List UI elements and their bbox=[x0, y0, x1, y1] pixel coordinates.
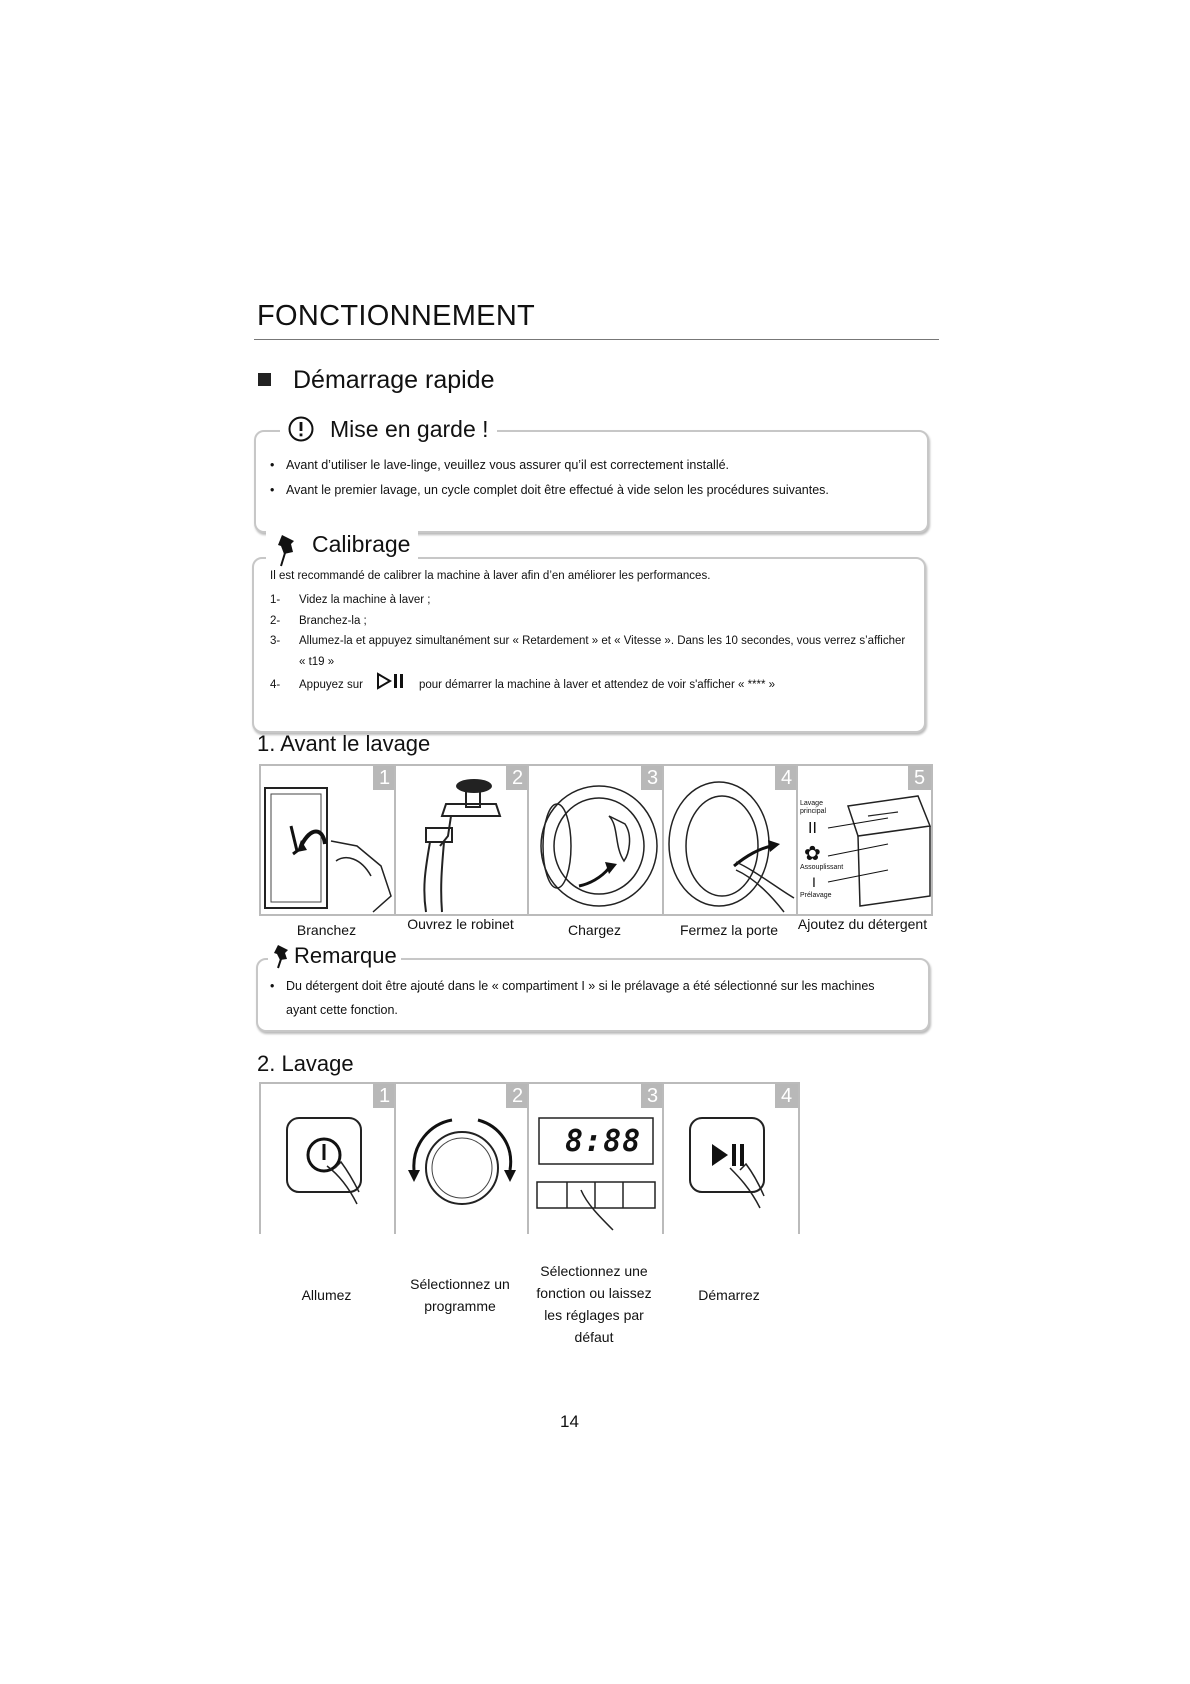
calibration-step: 4- Appuyez sur pour démarrer la machine à laver et attendez de voir s'afficher « **** » bbox=[270, 672, 930, 698]
step-caption: Branchez bbox=[296, 922, 357, 938]
drawer-label-softener: Assouplissant bbox=[800, 864, 844, 871]
before-wash-step-5 bbox=[796, 764, 933, 916]
before-wash-step-3 bbox=[527, 764, 666, 916]
calibration-step: « t19 » bbox=[299, 655, 335, 668]
drawer-label-main: Lavage principal bbox=[800, 800, 827, 815]
wash-step-3 bbox=[527, 1082, 666, 1234]
calibration-step: 1- Videz la machine à laver ; bbox=[270, 594, 431, 606]
before-wash-step-4 bbox=[662, 764, 800, 916]
step-caption: Allumez bbox=[301, 1287, 352, 1303]
step-caption: Ajoutez du détergent bbox=[797, 916, 928, 932]
pushpin-icon bbox=[272, 943, 294, 969]
warning-item: • Avant d’utiliser le lave-linge, veuillez vous assurer qu’il est correctement installé. bbox=[270, 453, 910, 478]
step-number: 3 bbox=[641, 1084, 664, 1108]
wash-step-1 bbox=[259, 1082, 398, 1234]
drawer-mark-main: II bbox=[808, 820, 817, 837]
quick-start-title: Démarrage rapide bbox=[293, 366, 495, 394]
warning-title-block bbox=[280, 410, 497, 448]
note-item: • Du détergent doit être ajouté dans le « compartiment I » si le prélavage a été sélectionné sur les machines ayant cette fonction. bbox=[270, 974, 908, 1022]
calibration-steps bbox=[270, 590, 930, 698]
warning-title: Mise en garde ! bbox=[330, 415, 489, 442]
step-caption: Démarrez bbox=[698, 1287, 760, 1303]
wash-step-2 bbox=[394, 1082, 531, 1234]
step-number: 1 bbox=[373, 1084, 396, 1108]
warning-item: • Avant le premier lavage, un cycle complet doit être effectué à vide selon les procédures suivantes. bbox=[270, 478, 910, 503]
page-number: 14 bbox=[560, 1412, 579, 1431]
before-wash-step-2 bbox=[394, 764, 531, 916]
drawer-label-prewash: Prélavage bbox=[800, 892, 832, 899]
step-number: 5 bbox=[908, 766, 931, 790]
step-number: 2 bbox=[506, 1084, 529, 1108]
square-bullet-icon bbox=[258, 373, 271, 386]
warning-icon bbox=[288, 416, 314, 442]
wash-heading: 2. Lavage bbox=[257, 1051, 354, 1076]
calibration-step: 3- Allumez-la et appuyez simultanément sur « Retardement » et « Vitesse ». Dans les 10 secondes, vous verrez s’afficher bbox=[270, 635, 906, 647]
step-caption: Chargez bbox=[568, 922, 621, 938]
step-caption: Sélectionnez une fonction ou laissez les réglages par défaut bbox=[536, 1263, 652, 1345]
calibration-intro: Il est recommandé de calibrer la machine à laver afin d’en améliorer les performances. bbox=[270, 570, 711, 582]
step-number: 3 bbox=[641, 766, 664, 790]
warning-list bbox=[270, 453, 910, 503]
step-caption: Ouvrez le robinet bbox=[407, 916, 514, 932]
before-wash-step-1 bbox=[259, 764, 398, 916]
title-divider bbox=[254, 339, 939, 340]
note-title: Remarque bbox=[294, 943, 397, 968]
step-number: 4 bbox=[775, 1084, 798, 1108]
display-readout: 8:88 bbox=[565, 1124, 642, 1159]
step-number: 4 bbox=[775, 766, 798, 790]
step-caption: Sélectionnez un programme bbox=[410, 1276, 510, 1314]
start-pause-icon bbox=[363, 672, 419, 698]
pushpin-icon bbox=[274, 532, 302, 568]
note-title-block bbox=[268, 940, 401, 972]
page-title: FONCTIONNEMENT bbox=[257, 300, 536, 332]
before-wash-heading: 1. Avant le lavage bbox=[257, 731, 431, 756]
step-number: 2 bbox=[506, 766, 529, 790]
step-caption: Fermez la porte bbox=[679, 922, 779, 938]
step-number: 1 bbox=[373, 766, 396, 790]
softener-flower-icon: ✿ bbox=[804, 843, 821, 865]
drawer-mark-prewash: I bbox=[812, 874, 816, 890]
detergent-drawer-icon bbox=[798, 766, 931, 914]
section-heading-quick-start bbox=[258, 366, 495, 395]
calibration-title: Calibrage bbox=[312, 530, 411, 557]
calibration-step: 2- Branchez-la ; bbox=[270, 614, 367, 627]
calibration-title-block bbox=[266, 525, 418, 563]
wash-step-4 bbox=[662, 1082, 800, 1234]
